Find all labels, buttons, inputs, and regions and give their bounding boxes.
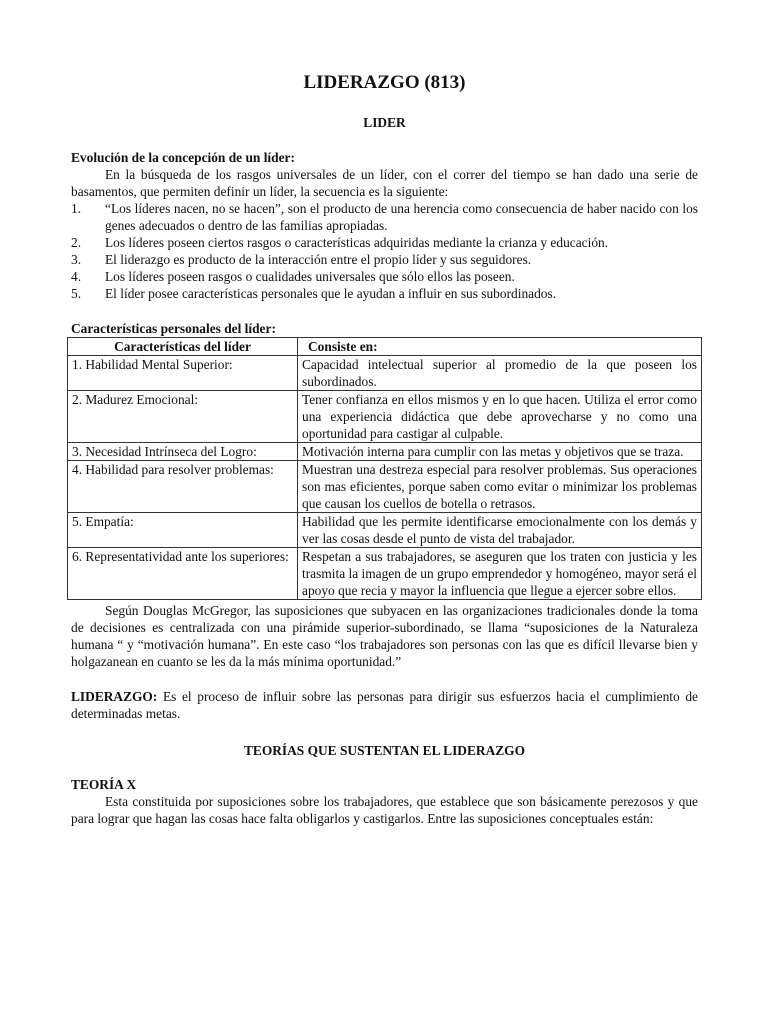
list-text: “Los líderes nacen, no se hacen”, son el producto de una herencia como consecuencia de haber nacido con los genes adecuados o dentro de las familias apropiadas. [105, 201, 698, 233]
evolution-list [71, 200, 698, 302]
document-body [71, 70, 698, 827]
theory-x-heading: TEORÍA X [71, 777, 137, 792]
theory-x-text: Esta constituida por suposiciones sobre los trabajadores, que establece que son básicamente perezosos y que para lograr que hagan las cosas hace falta obligarlos y castigarlos. Entre las suposiciones conceptuales están: [71, 794, 698, 826]
trait-name: 3. Necesidad Intrínseca del Logro: [68, 443, 298, 461]
table-header-consists: Consiste en: [298, 338, 702, 356]
trait-description: Capacidad intelectual superior al promedio de la que poseen los subordinados. [298, 356, 702, 391]
document-subtitle: LIDER [363, 115, 406, 130]
table-row [68, 548, 702, 600]
table-header-row [68, 338, 702, 356]
table-row [68, 391, 702, 443]
evolution-intro: En la búsqueda de los rasgos universales de un líder, con el correr del tiempo se han dado una serie de basamentos, que permiten definir un líder, la secuencia es la siguiente: [71, 167, 698, 199]
table-header-traits: Características del líder [68, 338, 298, 356]
trait-name: 2. Madurez Emocional: [68, 391, 298, 443]
evolution-heading: Evolución de la concepción de un líder: [71, 150, 295, 165]
list-number: 2. [71, 235, 82, 250]
list-text: Los líderes poseen ciertos rasgos o características adquiridas mediante la crianza y educación. [105, 235, 609, 250]
trait-name: 4. Habilidad para resolver problemas: [68, 461, 298, 513]
trait-description: Habilidad que les permite identificarse emocionalmente con los demás y ver las cosas desde el punto de vista del trabajador. [298, 513, 702, 548]
table-row [68, 513, 702, 548]
list-number: 5. [71, 286, 82, 301]
trait-name: 5. Empatía: [68, 513, 298, 548]
leadership-definition [71, 688, 698, 722]
definition-text: Es el proceso de influir sobre las personas para dirigir sus esfuerzos hacia el cumplimiento de determinadas metas. [71, 689, 698, 721]
list-text: Los líderes poseen rasgos o cualidades universales que sólo ellos las poseen. [105, 269, 515, 284]
trait-name: 1. Habilidad Mental Superior: [68, 356, 298, 391]
mcgregor-paragraph: Según Douglas McGregor, las suposiciones que subyacen en las organizaciones tradicionales donde la toma de decisiones es centralizada con una pirámide superior-subordinado, se llama “suposiciones de la Naturaleza humana “ y “motivación humana”. En este caso “los trabajadores son personas con las que es difícil llevarse bien y holgazanean en cuanto se les da la más mínima oportunidad.” [71, 603, 698, 669]
list-text: El liderazgo es producto de la interacción entre el propio líder y sus seguidores. [105, 252, 532, 267]
list-number: 1. [71, 201, 82, 216]
trait-description: Motivación interna para cumplir con las metas y objetivos que se traza. [298, 443, 702, 461]
table-row [68, 443, 702, 461]
list-item [71, 268, 698, 285]
list-text: El líder posee características personales que le ayudan a influir en sus subordinados. [105, 286, 557, 301]
document-title: LIDERAZGO (813) [303, 72, 466, 93]
list-item [71, 285, 698, 302]
list-item [71, 200, 698, 234]
definition-term: LIDERAZGO: [71, 689, 158, 704]
traits-heading: Características personales del líder: [71, 321, 276, 336]
trait-name: 6. Representatividad ante los superiores: [68, 548, 298, 600]
list-number: 3. [71, 252, 82, 267]
theories-heading: TEORÍAS QUE SUSTENTAN EL LIDERAZGO [243, 743, 526, 758]
trait-description: Muestran una destreza especial para resolver problemas. Sus operaciones son mas eficientes, porque saben como evitar o minimizar los problemas que causan los cuellos de botella o retrasos. [298, 461, 702, 513]
list-item [71, 234, 698, 251]
trait-description: Tener confianza en ellos mismos y en lo que hacen. Utiliza el error como una experiencia didáctica que debe aprovecharse y no como una oportunidad para castigar al culpable. [298, 391, 702, 443]
list-item [71, 251, 698, 268]
list-number: 4. [71, 269, 82, 284]
trait-description: Respetan a sus trabajadores, se aseguren que los traten con justicia y les trasmita la imagen de un grupo emprendedor y homogéneo, mayor será el apoyo que recia y mayor la influencia que llegue a ejercer sobre ellos. [298, 548, 702, 600]
traits-table [67, 337, 702, 600]
table-row [68, 356, 702, 391]
table-row [68, 461, 702, 513]
